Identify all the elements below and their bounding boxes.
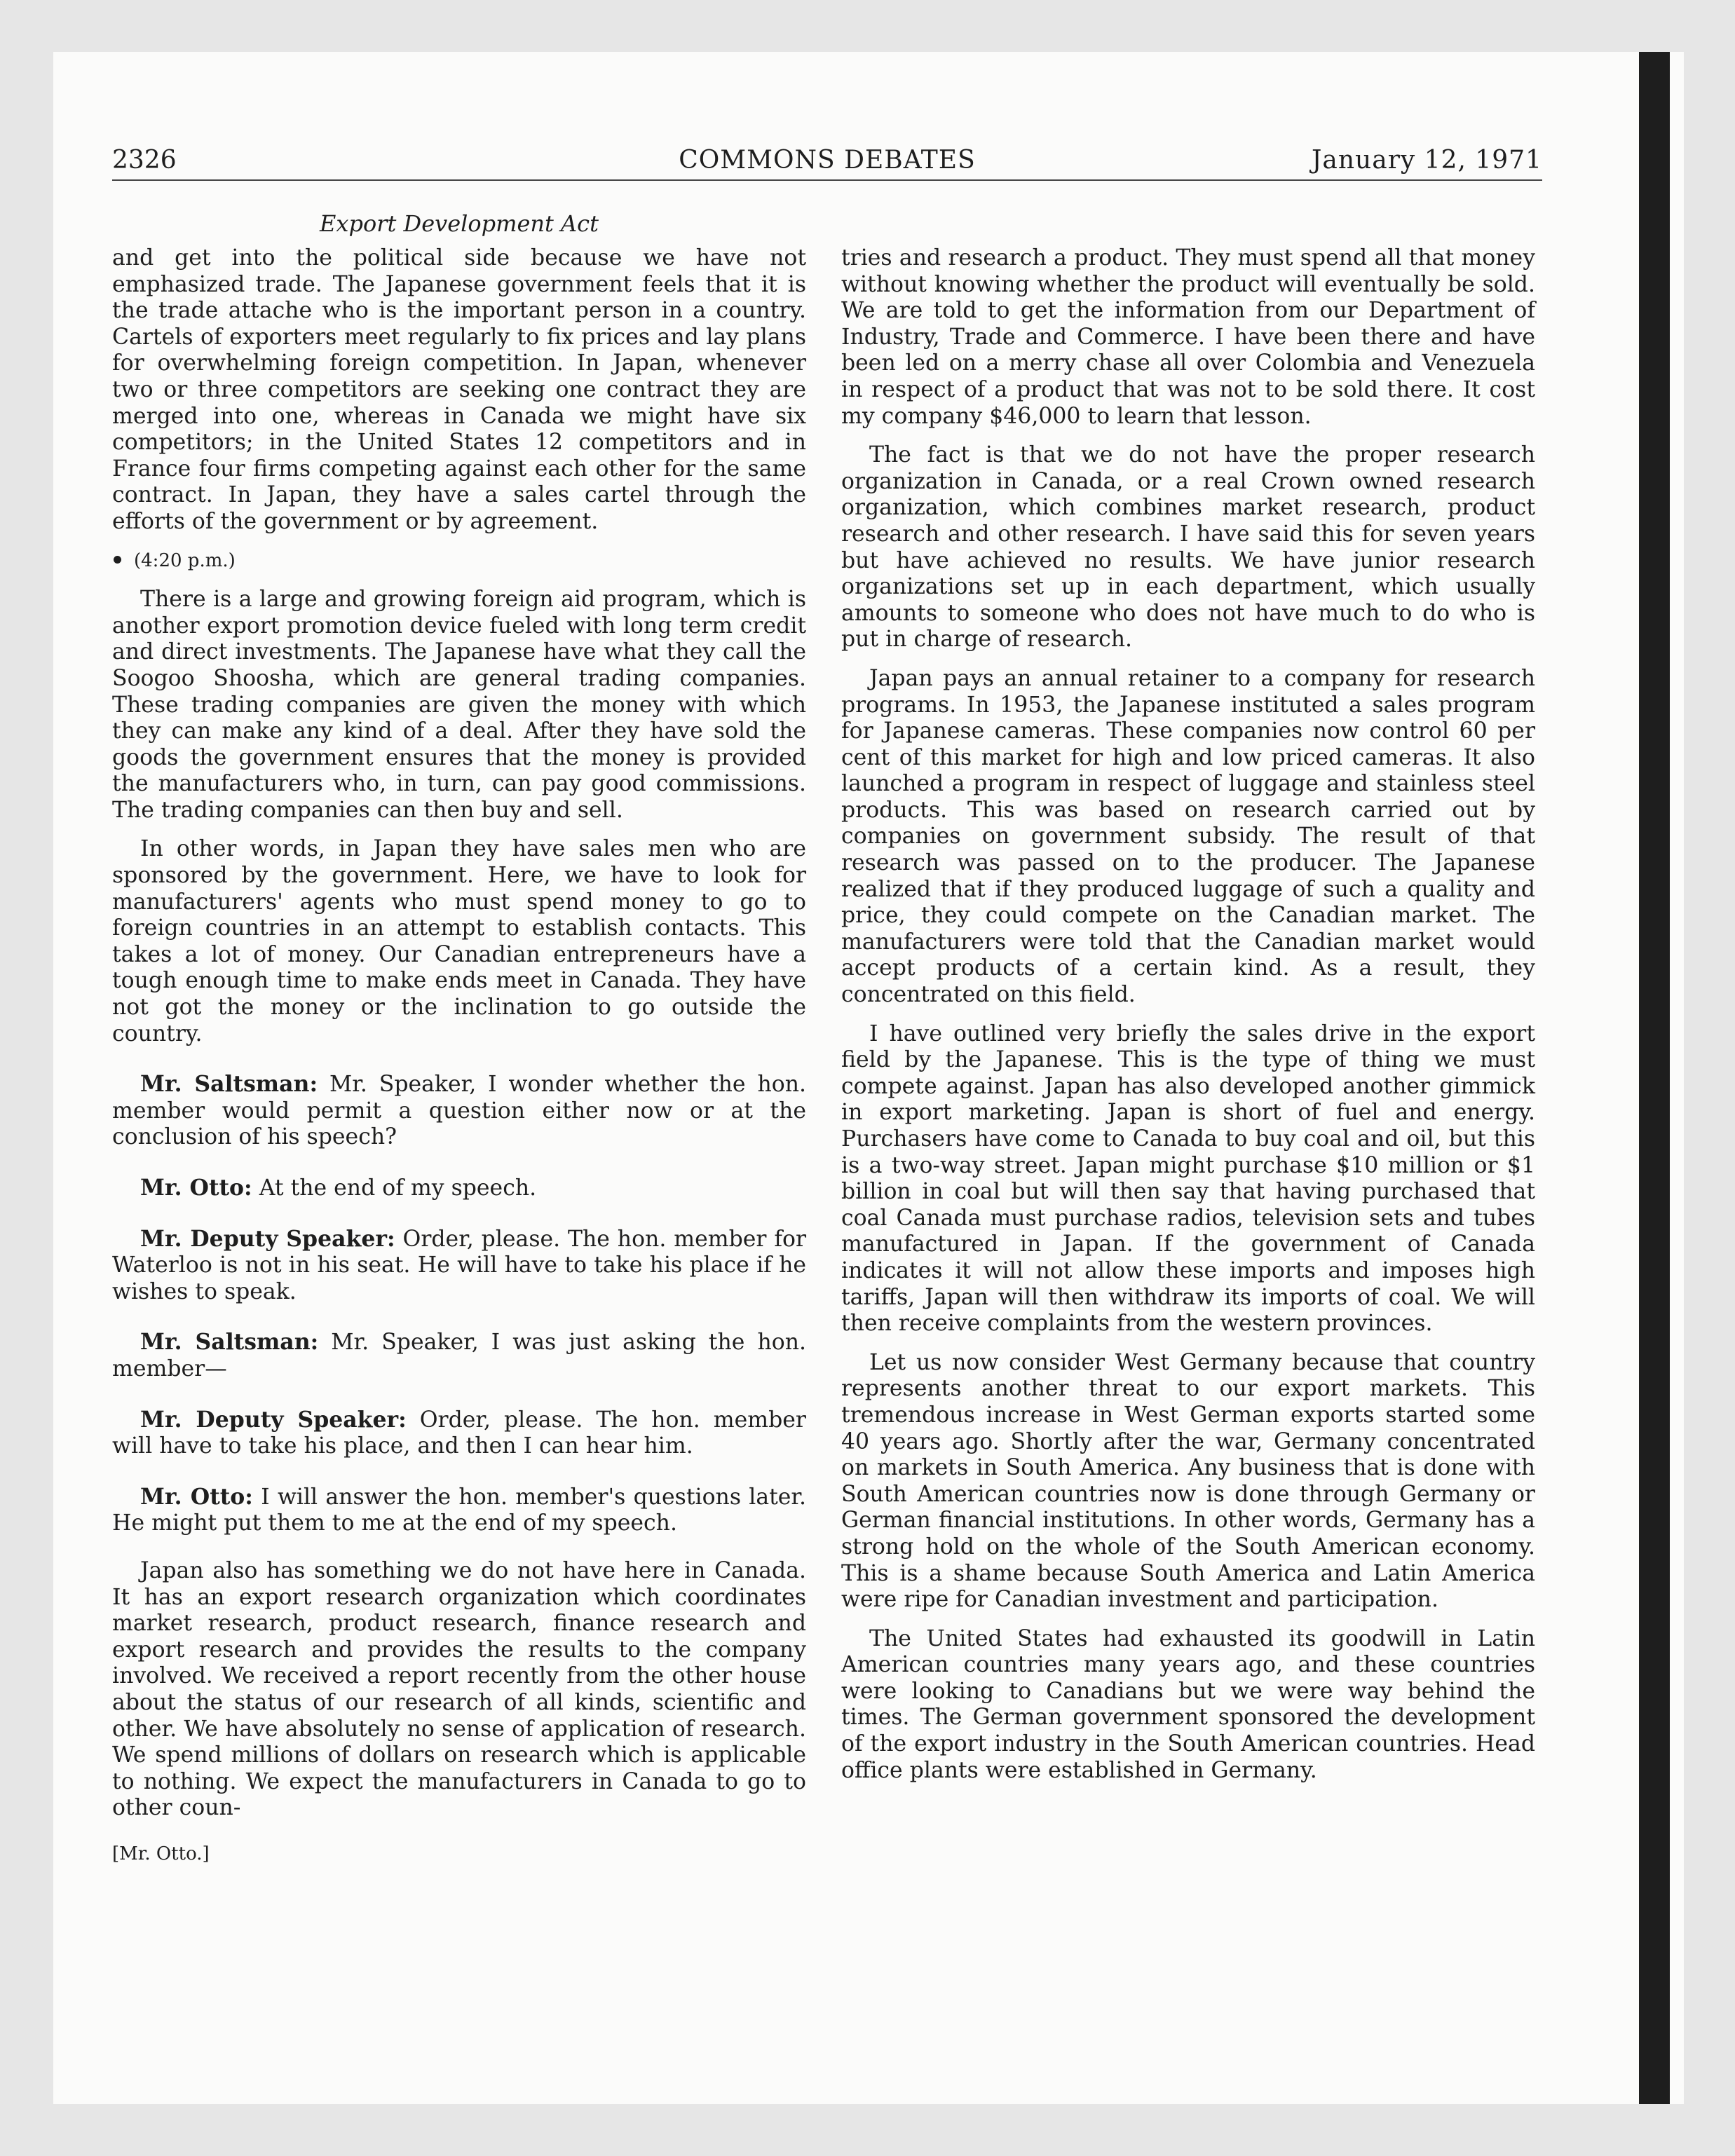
page-number: 2326 xyxy=(112,146,177,175)
speech-text: Mr. Speaker, I was just asking the hon. member— xyxy=(112,1330,806,1381)
speaker-name: Mr. Deputy Speaker: xyxy=(140,1406,407,1433)
page-header xyxy=(112,146,1542,181)
scan-edge-bar xyxy=(1639,52,1670,2104)
speech-entry xyxy=(112,1484,806,1537)
paragraph: Let us now consider West Germany because that country represents another threat to our export markets. This tremendous increase in West German exports started some 40 years ago. Shortly after the war, Germany concentrated on markets in South America. Any business that is done with South American countries now is done through Germany or German financial institutions. In other words, Germany has a strong hold on the whole of the South American economy. This is a shame because South America and Latin America were ripe for Canadian investment and participation. xyxy=(841,1349,1535,1613)
speaker-name: Mr. Deputy Speaker: xyxy=(140,1225,395,1252)
time-stamp: (4:20 p.m.) xyxy=(134,550,236,571)
publication-title: COMMONS DEBATES xyxy=(679,146,976,175)
paragraph: The United States had exhausted its goodwill in Latin American countries many years ago, and these countries were looking to Canadians but we were way behind the times. The German government sponsored the development of the export industry in the South American countries. Head office plants were established in Germany. xyxy=(841,1625,1535,1783)
speech-text: Order, please. The hon. member will have to take his place, and then I can hear him. xyxy=(112,1407,806,1459)
right-column xyxy=(841,245,1535,1796)
speech-entry xyxy=(112,1407,806,1460)
speaker-name: Mr. Otto: xyxy=(140,1175,252,1201)
speech-entry xyxy=(112,1071,806,1151)
time-marker xyxy=(112,548,806,575)
speech-text: Mr. Speaker, I wonder whether the hon. member would permit a question either now or at the conclusion of his speech? xyxy=(112,1072,806,1150)
paragraph: tries and research a product. They must spend all that money without knowing whether the product will eventually be sold. We are told to get the information from our Department of Industry, Trade and Commerce. I have been there and have been led on a merry chase all over Colombia and Venezuela in respect of a product that was not to be sold there. It cost my company $46,000 to learn that lesson. xyxy=(841,245,1535,429)
bullet-icon xyxy=(114,556,121,564)
speaker-name: Mr. Otto: xyxy=(140,1483,253,1510)
left-column xyxy=(112,245,806,1880)
speaker-attribution: [Mr. Otto.] xyxy=(112,1843,210,1864)
speech-text: Order, please. The hon. member for Waterloo is not in his seat. He will have to take his place if he wishes to speak. xyxy=(112,1226,806,1304)
speaker-name: Mr. Saltsman: xyxy=(140,1071,318,1098)
running-title: Export Development Act xyxy=(320,210,599,237)
paragraph: Japan pays an annual retainer to a company for research programs. In 1953, the Japanese instituted a sales program for Japanese cameras. These companies now control 60 per cent of this market for high and low priced cameras. It also launched a program in respect of luggage and stainless steel products. This was based on research carried out by companies on government subsidy. The result of that research was passed on to the producer. The Japanese realized that if they produced luggage of such a quality and price, they could compete on the Canadian market. The manufacturers were told that the Canadian market would accept products of a certain kind. As a result, they concentrated on this field. xyxy=(841,665,1535,1008)
speech-entry xyxy=(112,1329,806,1382)
paragraph: There is a large and growing foreign aid program, which is another export promotion device fueled with long term credit and direct investments. The Japanese have what they call the Soogoo Shoosha, which are general trading companies. These trading companies are given the money with which they can make any kind of a deal. After they have sold the goods the government ensures that the money is provided the manufacturers who, in turn, can pay good commissions. The trading companies can then buy and sell. xyxy=(112,587,806,823)
speech-text: I will answer the hon. member's questions later. He might put them to me at the end of my speech. xyxy=(112,1484,807,1536)
paragraph: The fact is that we do not have the proper research organization in Canada, or a real Crown owned research organization, which combines market research, product research and other research. I have said this for seven years but have achieved no results. We have junior research organizations set up in each department, which usually amounts to someone who does not have much to do who is put in charge of research. xyxy=(841,442,1535,653)
speaker-name: Mr. Saltsman: xyxy=(140,1329,319,1356)
paragraph: In other words, in Japan they have sales men who are sponsored by the government. Here, we have to look for manufacturers' agents who must spend money to go to foreign countries in an attempt to establish contacts. This takes a lot of money. Our Canadian entrepreneurs have a tough enough time to make ends meet in Canada. They have not got the money or the inclination to go outside the country. xyxy=(112,836,806,1046)
paragraph: I have outlined very briefly the sales drive in the export field by the Japanese. This is the type of thing we must compete against. Japan has also developed another gimmick in export marketing. Japan is short of fuel and energy. Purchasers have come to Canada to buy coal and oil, but this is a two-way street. Japan might purchase $10 million or $1 billion in coal but will then say that having purchased that coal Canada must purchase radios, television sets and tubes manufactured in Japan. If the government of Canada indicates it will not allow these imports and imposes high tariffs, Japan will then withdraw its imports of coal. We will then receive complaints from the western provinces. xyxy=(841,1021,1535,1337)
speech-entry xyxy=(112,1175,806,1202)
paragraph: Japan also has something we do not have here in Canada. It has an export research organization which coordinates market research, product research, finance research and export research and provides the results to the company involved. We received a report recently from the other house about the status of our research of all kinds, scientific and other. We have absolutely no sense of application of research. We spend millions of dollars on research which is applicable to nothing. We expect the manufacturers in Canada to go to other coun- xyxy=(112,1557,806,1821)
speech-entry xyxy=(112,1226,806,1306)
publication-date: January 12, 1971 xyxy=(1311,146,1542,175)
paragraph: and get into the political side because we have not emphasized trade. The Japanese government feels that it is the trade attache who is the important person in a country. Cartels of exporters meet regularly to fix prices and lay plans for overwhelming foreign competition. In Japan, whenever two or three competitors are seeking one contract they are merged into one, whereas in Canada we might have six competitors; in the United States 12 competitors and in France four firms competing against each other for the same contract. In Japan, they have a sales cartel through the efforts of the government or by agreement. xyxy=(112,245,806,534)
speech-text: At the end of my speech. xyxy=(259,1175,537,1201)
